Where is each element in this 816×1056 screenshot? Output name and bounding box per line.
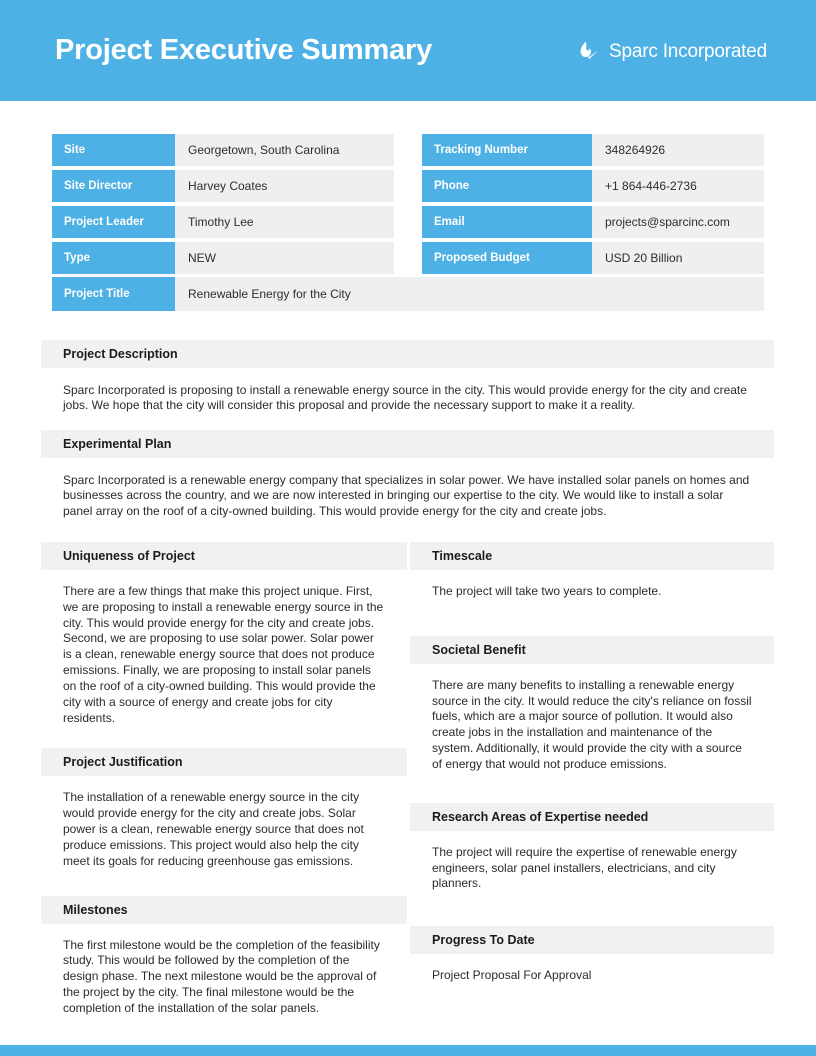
info-pair-right bbox=[422, 206, 764, 238]
info-value-tracking-number: 348264926 bbox=[592, 134, 764, 166]
info-label-type: Type bbox=[52, 242, 175, 274]
section-body-project-description: Sparc Incorporated is proposing to install a renewable energy source in the city. This would provide energy for the city and create jobs. We hope that the city will consider this proposal and provide the necessary support to make it a reality. bbox=[63, 383, 747, 413]
info-value-email: projects@sparcinc.com bbox=[592, 206, 764, 238]
info-value-type: NEW bbox=[175, 242, 394, 274]
card-heading-timescale: Timescale bbox=[410, 542, 774, 570]
brand-logo bbox=[576, 40, 767, 64]
card-heading-uniqueness: Uniqueness of Project bbox=[41, 542, 407, 570]
info-value-proposed-budget: USD 20 Billion bbox=[592, 242, 764, 274]
info-pair-right bbox=[422, 134, 764, 166]
footer-bar bbox=[0, 1045, 816, 1056]
info-label-email: Email bbox=[422, 206, 592, 238]
info-pair-right bbox=[422, 170, 764, 202]
card-milestones bbox=[41, 896, 407, 1029]
card-body-uniqueness: There are a few things that make this project unique. First, we are proposing to install a renewable energy source in the city. This would provide energy for the city and create jobs. Second, we are proposing to use solar power. Solar power is a clean, renewable energy source that does not produce emissions. Finally, we are proposing to install solar panels on the roof of a city-owned building. This would provide the city with a source of energy and create jobs for city residents. bbox=[63, 584, 384, 725]
table-row bbox=[52, 170, 764, 202]
section-body-experimental-plan: Sparc Incorporated is a renewable energy company that specializes in solar power. We have installed solar panels on homes and businesses across the country, and we are now interested in bringing our expertise to the city. We would like to install a solar panel array on the roof of a city-owned building. This would provide energy for the city and create jobs. bbox=[63, 473, 750, 518]
project-title-row bbox=[52, 277, 764, 311]
section-project-description bbox=[41, 340, 774, 414]
card-timescale bbox=[410, 542, 774, 626]
project-info-table bbox=[52, 134, 764, 278]
card-heading-progress: Progress To Date bbox=[410, 926, 774, 954]
card-heading-justification: Project Justification bbox=[41, 748, 407, 776]
right-column bbox=[410, 542, 774, 1006]
info-value-site: Georgetown, South Carolina bbox=[175, 134, 394, 166]
card-body-progress: Project Proposal For Approval bbox=[432, 968, 592, 983]
card-research-areas bbox=[410, 803, 774, 904]
info-value-project-title: Renewable Energy for the City bbox=[175, 277, 764, 311]
info-pair-left bbox=[52, 134, 394, 166]
left-column bbox=[41, 542, 407, 1039]
info-pair-left bbox=[52, 170, 394, 202]
card-uniqueness-of-project bbox=[41, 542, 407, 738]
info-value-phone: +1 864-446-2736 bbox=[592, 170, 764, 202]
info-label-project-leader: Project Leader bbox=[52, 206, 175, 238]
info-pair-left bbox=[52, 206, 394, 238]
brand-name: Sparc Incorporated bbox=[609, 41, 767, 62]
page-title: Project Executive Summary bbox=[55, 34, 433, 66]
card-body-research-areas: The project will require the expertise of renewable energy engineers, solar panel installers, electricians, and city planners. bbox=[432, 844, 737, 891]
column-spacer bbox=[394, 206, 422, 238]
info-label-phone: Phone bbox=[422, 170, 592, 202]
info-label-tracking-number: Tracking Number bbox=[422, 134, 592, 166]
info-label-site-director: Site Director bbox=[52, 170, 175, 202]
flame-leaf-icon bbox=[576, 40, 600, 64]
section-experimental-plan bbox=[41, 430, 774, 519]
section-heading-project-description: Project Description bbox=[41, 340, 774, 368]
card-heading-milestones: Milestones bbox=[41, 896, 407, 924]
table-row bbox=[52, 134, 764, 166]
table-row bbox=[52, 242, 764, 274]
card-heading-research-areas: Research Areas of Expertise needed bbox=[410, 803, 774, 831]
card-body-timescale: The project will take two years to complete. bbox=[432, 584, 662, 598]
info-value-project-leader: Timothy Lee bbox=[175, 206, 394, 238]
info-label-proposed-budget: Proposed Budget bbox=[422, 242, 592, 274]
info-label-project-title: Project Title bbox=[52, 277, 175, 311]
info-label-site: Site bbox=[52, 134, 175, 166]
card-body-societal-benefit: There are many benefits to installing a renewable energy source in the city. It would reduce the city's reliance on fossil fuels, which are a major source of pollution. It would also create jobs in the installation and maintenance of the system. Additionally, it would provide the city with a source of energy that would not produce emissions. bbox=[432, 677, 752, 771]
card-body-justification: The installation of a renewable energy source in the city would provide energy for the city and create jobs. Solar power is a clean, renewable energy source that does not produce emissions. This project would also help the city meet its goals for reducing greenhouse gas emissions. bbox=[63, 790, 364, 868]
card-heading-societal-benefit: Societal Benefit bbox=[410, 636, 774, 664]
document-header bbox=[0, 0, 816, 101]
column-spacer bbox=[394, 242, 422, 274]
table-row bbox=[52, 206, 764, 238]
card-societal-benefit bbox=[410, 636, 774, 785]
section-heading-experimental-plan: Experimental Plan bbox=[41, 430, 774, 458]
info-pair-right bbox=[422, 242, 764, 274]
card-project-justification bbox=[41, 748, 407, 881]
column-spacer bbox=[394, 170, 422, 202]
column-spacer bbox=[394, 134, 422, 166]
card-body-milestones: The first milestone would be the completion of the feasibility study. This would be followed by the completion of the design phase. The next milestone would be the approval of the project by the city. The final milestone would be the completion of the installation of the solar panels. bbox=[63, 937, 380, 1015]
info-pair-left bbox=[52, 242, 394, 274]
card-progress-to-date bbox=[410, 926, 774, 996]
info-value-site-director: Harvey Coates bbox=[175, 170, 394, 202]
